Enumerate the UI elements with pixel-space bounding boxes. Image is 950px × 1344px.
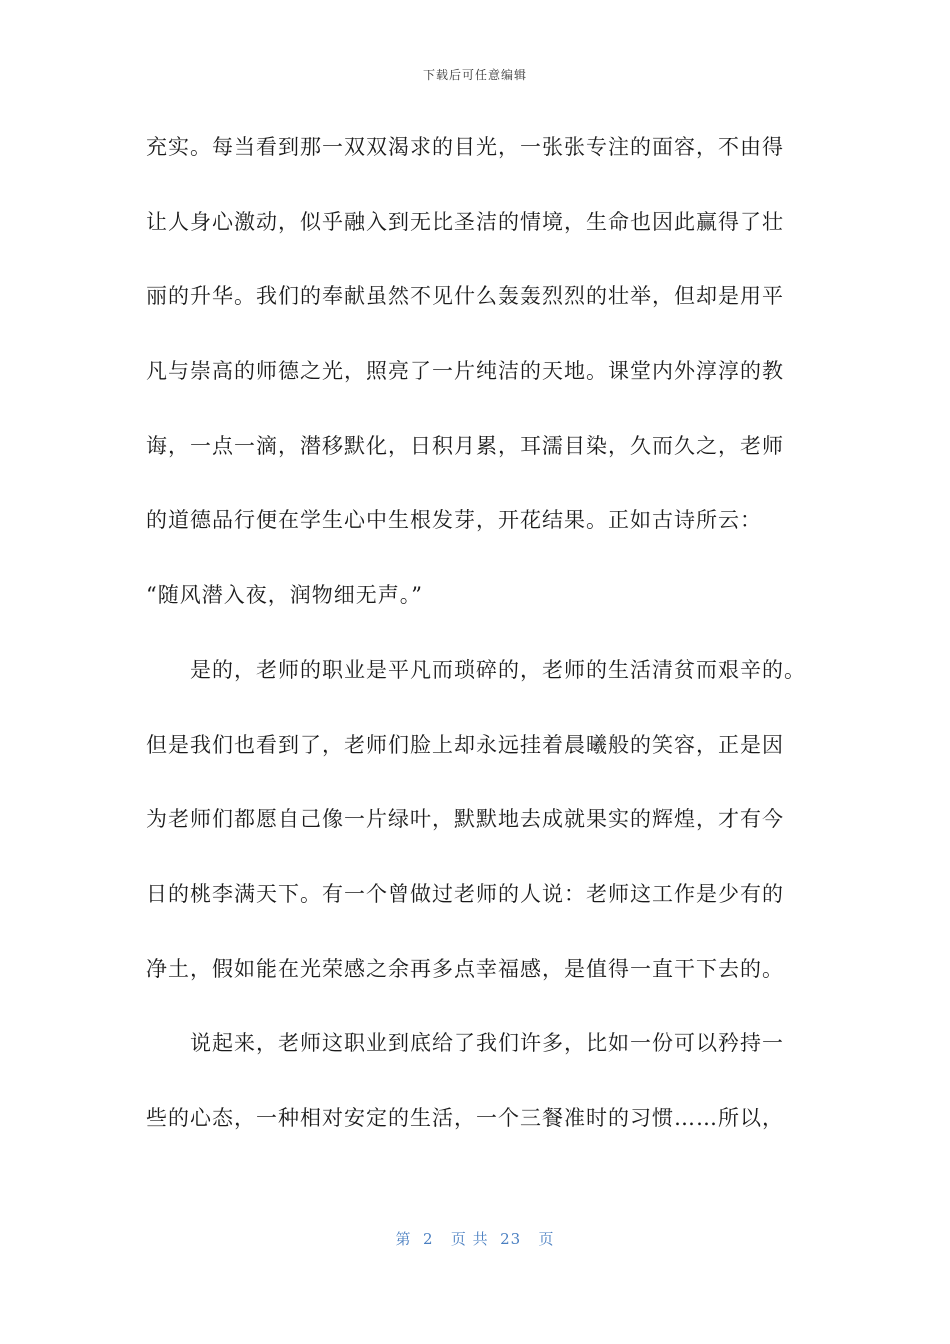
text-line: “随风潜入夜，润物细无声。”	[146, 583, 423, 608]
text-line: 充实。每当看到那一双双渴求的目光，一张张专注的面容，不由得	[146, 135, 784, 159]
paragraph-start-line: 说起来，老师这职业到底给了我们许多，比如一份可以矜持一	[190, 1031, 784, 1056]
document-body	[146, 122, 806, 1168]
text-line: 丽的升华。我们的奉献虽然不见什么轰轰烈烈的壮举，但却是用平	[146, 284, 784, 309]
text-line: 日的桃李满天下。有一个曾做过老师的人说：老师这工作是少有的	[146, 881, 784, 906]
paragraph-start-line: 是的，老师的职业是平凡而琐碎的，老师的生活清贫而艰辛的。	[190, 657, 806, 682]
text-line: 的道德品行便在学生心中生根发芽，开花结果。正如古诗所云：	[146, 508, 762, 533]
text-line: 但是我们也看到了，老师们脸上却永远挂着晨曦般的笑容，正是因	[146, 732, 784, 757]
page-header: 下载后可任意编辑	[422, 68, 527, 82]
text-line: 诲，一点一滴，潜移默化，日积月累，耳濡目染，久而久之，老师	[146, 433, 784, 458]
page-footer: 第 2 页 共 23 页	[395, 1230, 555, 1248]
text-line: 些的心态，一种相对安定的生活，一个三餐准时的习惯……所以，	[146, 1105, 784, 1130]
text-line: 为老师们都愿自己像一片绿叶，默默地去成就果实的辉煌，才有今	[146, 807, 784, 832]
text-line: 让人身心激动，似乎融入到无比圣洁的情境，生命也因此赢得了壮	[146, 209, 784, 234]
text-line: 净土，假如能在光荣感之余再多点幸福感，是值得一直干下去的。	[146, 956, 784, 981]
text-line: 凡与崇高的师德之光，照亮了一片纯洁的天地。课堂内外淳淳的教	[146, 359, 784, 384]
